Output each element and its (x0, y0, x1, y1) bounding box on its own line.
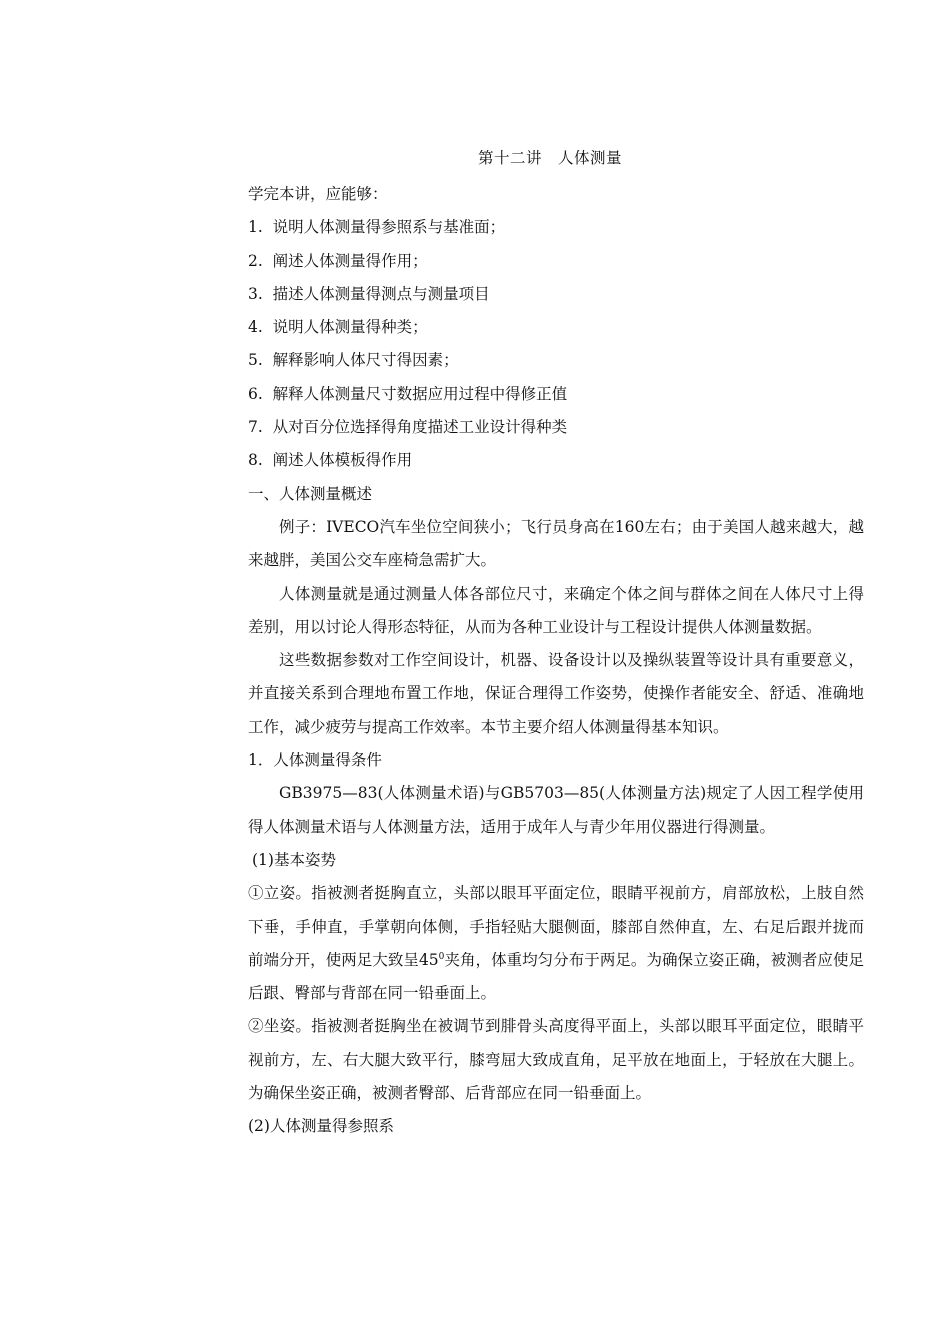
paragraph-definition: 人体测量就是通过测量人体各部位尺寸，来确定个体之间与群体之间在人体尺寸上得差别，用以讨论人得形态特征，从而为各种工业设计与工程设计提供人体测量数据。 (248, 584, 864, 636)
standing-text-part1: ①立姿。指被测者挺胸直立，头部以眼耳平面定位，眼睛平视前方，肩部放松，上肢自然下垂，手伸直，手掌朝向体侧，手指轻贴大腿侧面，膝部自然伸直，左、右足后跟并拢而前端分开，使两足大致呈45 (248, 884, 864, 969)
subsection-heading: 1．人体测量得条件 (248, 751, 382, 770)
objective-item: 5. 解释影响人体尺寸得因素； (248, 351, 459, 370)
paragraph-standards: GB3975—83(人体测量术语)与GB5703—85(人体测量方法)规定了人因工程学使用得人体测量术语与人体测量方法，适用于成年人与青少年用仪器进行得测量。 (248, 784, 864, 836)
paragraph-sitting-posture: ②坐姿。指被测者挺胸坐在被调节到腓骨头高度得平面上，头部以眼耳平面定位，眼睛平视前方，左、右大腿大致平行，膝弯屈大致成直角，足平放在地面上，于轻放在大腿上。为确保坐姿正确，被测者臀部、后背部应在同一铅垂面上。 (248, 1017, 864, 1103)
objective-item: 4. 说明人体测量得种类； (248, 318, 428, 337)
section-heading: 一、人体测量概述 (248, 484, 373, 503)
item-heading-reference-system: (2)人体测量得参照系 (248, 1117, 394, 1136)
intro-text: 学完本讲，应能够： (248, 185, 388, 203)
document-body (248, 178, 864, 1144)
paragraph-example: 例子：IVECO汽车坐位空间狭小；飞行员身高在160左右；由于美国人越来越大，越来越胖，美国公交车座椅急需扩大。 (248, 517, 864, 570)
objective-item: 3. 描述人体测量得测点与测量项目 (248, 284, 490, 303)
page-title: 第十二讲 人体测量 (477, 149, 622, 167)
objective-item: 2. 阐述人体测量得作用； (248, 251, 428, 270)
objective-item: 6. 解释人体测量尺寸数据应用过程中得修正值 (248, 384, 568, 403)
objective-item: 8. 阐述人体模板得作用 (248, 451, 413, 470)
objective-item: 7. 从对百分位选择得角度描述工业设计得种类 (248, 418, 568, 437)
paragraph-standing-posture (248, 877, 864, 1010)
paragraph-significance: 这些数据参数对工作空间设计，机器、设备设计以及操纵装置等设计具有重要意义，并直接关系到合理地布置工作地，保证合理得工作姿势，使操作者能安全、舒适、准确地工作，减少疲劳与提高工作效率。本节主要介绍人体测量得基本知识。 (248, 651, 864, 736)
objective-item: 1. 说明人体测量得参照系与基准面； (248, 218, 506, 237)
item-heading-basic-posture: (1)基本姿势 (252, 850, 336, 869)
standing-text-part2: 夹角，体重均匀分布于两足。为确保立姿正确，被测者应使足后跟、臀部与背部在同一铅垂面上。 (248, 950, 864, 1003)
degree-superscript: 0 (438, 951, 445, 962)
